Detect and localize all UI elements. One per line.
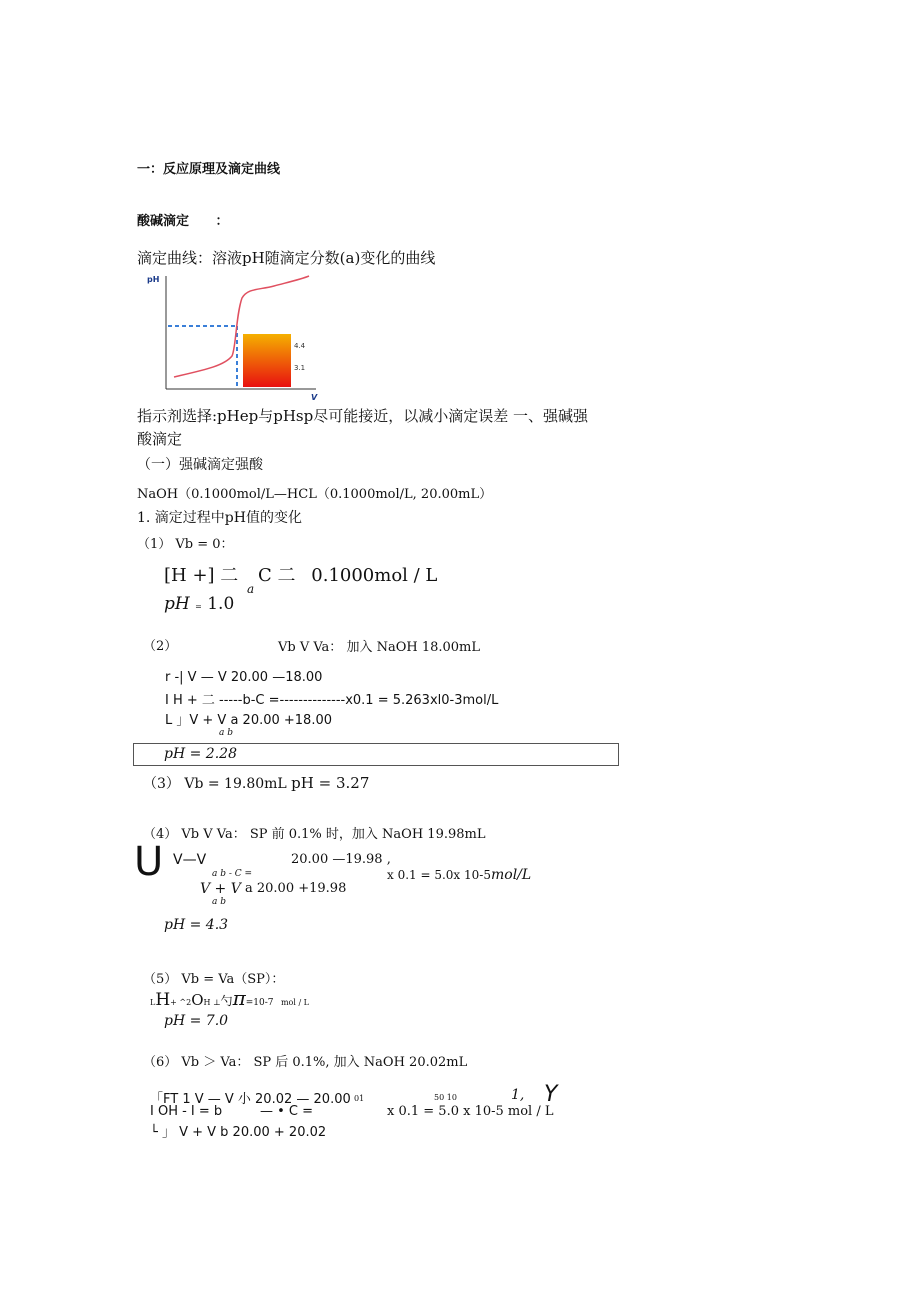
eq5-pi: π [232,986,246,1010]
step1-equation [164,561,437,587]
step3-ph: pH = 3.27 [291,774,370,792]
step2-number: （2） [143,639,178,654]
heading-colon: ： [215,214,229,229]
item-ph-change: 1. 滴定过程中pH值的变化 [137,510,302,526]
step2-line1: r -| V — V 20.00 —18.00 [165,670,323,685]
step2-ph: pH = 2.28 [164,746,237,762]
eq5-o: O [191,991,204,1009]
step4-l3a: V + V [200,881,241,897]
eq-subscript-a: a [247,582,255,596]
eq-c: C [258,565,272,586]
label-4-4: 4.4 [294,342,306,350]
ph-value: 1.0 [207,594,235,614]
step2-line2: I H + 二 -----b-C =--------------x0.1 = 5.263xl0-3mol/L [165,693,499,708]
step6-l2a: I OH - I = b [150,1104,223,1119]
step2-line3: L 」V + V a 20.00 +18.00 [165,713,333,728]
step4-l3b: a 20.00 +19.98 [245,881,347,896]
indicator-selection-line1: 指示剂选择:pHep与pHsp尽可能接近，以减小滴定误差 一、强碱强 [137,407,588,425]
step6-l2b: — • C = [260,1104,314,1119]
eq5-gou: 勺 [220,994,233,1008]
step4-l1a: V—V [173,852,207,868]
step1-ph [164,594,234,614]
heading-text: 酸碱滴定 [137,214,190,229]
step4-l2b [387,867,531,883]
step5-ph: pH = 7.0 [164,1013,229,1029]
eq-equals1: 二 [220,565,239,586]
step4-l2a: a b - C = [212,869,253,879]
eq5-plus: + ^2 [170,998,192,1007]
label-3-1: 3.1 [294,364,306,372]
indicator-range-gradient [243,334,291,387]
eq5-l: L [150,998,156,1007]
y-axis-label: pH [147,275,160,284]
step4-big-u: U [134,839,164,885]
step6-l3: └ 」 V + V b 20.00 + 20.02 [150,1125,327,1140]
step6-l1a: 「FT 1 V — V 小 20.02 — 20.00 [150,1092,351,1107]
eq5-exp: =10-7 [245,998,274,1008]
step4-l2b-text: x 0.1 = 5.0x 10-5 [387,868,491,882]
eq-h-plus: [H +] [164,565,215,586]
x-axis-label: V [311,393,318,402]
step2-condition: Vb V Va： 加入 NaOH 18.00mL [278,640,481,655]
eq-value: 0.1000mol / L [311,565,438,586]
step6-l1c: 50 10 [434,1093,457,1102]
step6-l1b: 01 [354,1094,365,1103]
step5-equation [150,986,309,1010]
subheading-strong-base-strong-acid: （一）强碱滴定强酸 [137,457,263,473]
step2-line4: a b [219,728,233,738]
step3-line [143,773,369,793]
step6-condition: （6） Vb ＞ Va： SP 后 0.1%, 加入 NaOH 20.02mL [143,1055,468,1070]
step4-unit: mol/L [490,867,532,883]
eq5-h: H [155,990,171,1010]
ph-symbol: pH [164,594,190,614]
step4-ph: pH = 4.3 [164,917,229,933]
eq5-unit: mol / L [280,998,309,1007]
eq-equals2: 二 [277,565,296,586]
step5-condition: （5） Vb = Va（SP）： [143,972,285,987]
heading-acid-base-titration [137,210,229,229]
titration-curve-figure [144,270,324,402]
ph-equals: = [195,602,202,611]
step1-label: （1） Vb = 0： [137,537,234,552]
curve-description: 滴定曲线：溶液pH随滴定分数(a)变化的曲线 [137,249,436,267]
eq5-h-perp: H ⊥ [203,998,221,1007]
step6-l1e: Y [544,1082,558,1107]
step6-l1d: 1, [511,1087,525,1103]
step3-text: （3） Vb = 19.80mL [143,776,287,792]
step4-l1b: 20.00 —19.98 , [291,852,391,867]
naoh-hcl-line: NaOH（0.1000mol/L—HCL（0.1000mol/L, 20.00mL） [137,487,493,502]
heading-reaction-principle: 一：反应原理及滴定曲线 [137,162,281,177]
step4-l4: a b [212,897,226,907]
step6-l2c: x 0.1 = 5.0 x 10-5 mol / L [387,1104,554,1119]
indicator-selection-line2: 酸滴定 [137,430,183,448]
step4-condition: （4） Vb V Va： SP 前 0.1% 时，加入 NaOH 19.98mL [143,827,486,842]
